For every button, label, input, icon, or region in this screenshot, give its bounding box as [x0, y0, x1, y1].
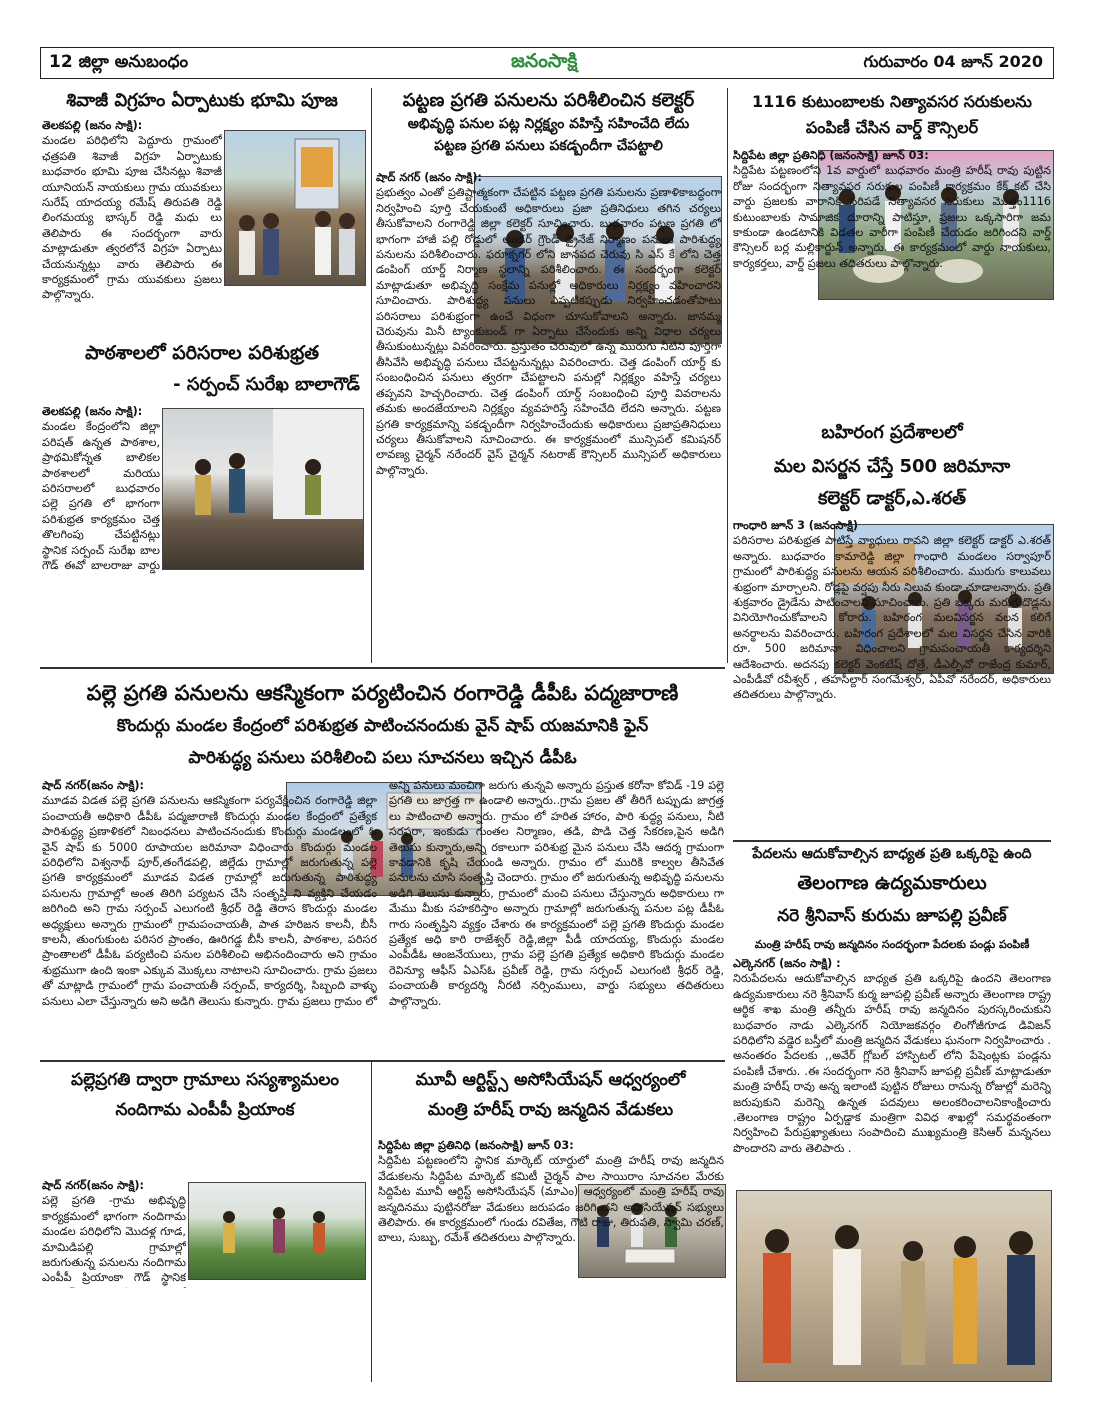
article-dateline: గాంధారి జూన్ 3 (జనంసాక్షి) — [733, 519, 859, 532]
article-headline: పల్లెప్రగతి ద్వారా గ్రామాలు సస్యశ్యామలం — [71, 1070, 339, 1090]
article-photo — [736, 1190, 1052, 1382]
article-dateline: షాద్ నగర్(జనం సాక్షి): — [42, 1179, 145, 1192]
page-number-section: 12 జిల్లా అనుబంధం — [49, 52, 189, 72]
article-dateline: తెలకపల్లి (జనం సాక్షి): — [42, 405, 143, 418]
page-header — [40, 47, 1054, 79]
column-divider — [371, 88, 372, 663]
fruit-distribution-photo-icon — [737, 1191, 1051, 1381]
article-subheadline: అభివృద్ధి పనుల పట్ల నిర్లక్ష్యం వహిస్తే సహించేది లేదు — [407, 116, 690, 132]
article-photo — [162, 408, 364, 570]
column-divider — [371, 1062, 372, 1382]
nursery-inspection-photo-icon — [189, 1183, 365, 1279]
school-cleaning-photo-icon — [163, 409, 363, 569]
article-dateline: సిద్దిపేట జిల్లా ప్రతినిధి (జనంసాక్షి) జూన్ 03: — [733, 149, 929, 162]
article-dateline: షాద్ నగర్(జనం సాక్షి): — [42, 779, 145, 792]
article-body-narrow — [42, 404, 160, 576]
section-divider — [733, 840, 1051, 842]
article-dateline: తెలకపల్లి (జనం సాక్షి): — [42, 119, 143, 132]
article-headline: నరె శ్రీనివాస్ కురుమ జూపల్లి ప్రవీణ్ — [777, 906, 1007, 926]
article-headline: నందిగామ ఎంపీపీ ప్రియాంక — [115, 1100, 295, 1120]
article-text: పల్లె ప్రగతి -గ్రామ అభివృద్ధి కార్యక్రమంలో భాగంగా నందిగామ మండల పరిధిలోని మొదళ్ల గూడ, మామిడిపల్లి గ్రామాల్లో జరుగుతున్న పనులను నందిగామ ఎంపీపీ ప్రియాంకా గౌడ్ స్థానిక — [42, 1194, 186, 1285]
masthead-logo: జనంసాక్షి — [511, 50, 578, 72]
article-dateline: షాద్ నగర్ (జనం సాక్షి): — [376, 171, 482, 184]
article-headline: తెలంగాణ ఉద్యమకారులు — [797, 872, 987, 894]
article-text: మండల కేంద్రంలోని జిల్లా పరిషత్ ఉన్నత పాఠశాల, ప్రాథమికోన్నత బాలికల పాఠశాలలో మరియు పరిసరాలలో బుధవారం పల్లె ప్రగతి లో భాగంగా పరిశుభ్రత కార్యక్రమం చెత్త తొలగింపు చేపట్టినట్లు స్థానిక సర్పంచ్ సురేఖ బాల గౌడ్ ఈవో బాలరాజు వార్డు — [42, 420, 160, 573]
article-dateline: ఎల్కెనగర్ (జనం సాక్షి) : — [733, 957, 841, 970]
article-headline: పంపిణీ చేసిన వార్డ్ కౌన్సిలర్ — [805, 118, 979, 137]
article-headline: కలెక్టర్ డాక్టర్,ఎ.శరత్ — [817, 488, 967, 509]
article-body — [42, 778, 724, 1058]
article-headline: మూవీ ఆర్టిస్ట్స్ అసోసియేషన్ ఆధ్వర్యంలో — [415, 1070, 686, 1090]
article-headline: మల విసర్జన చేస్తే 500 జరిమానా — [773, 456, 1011, 477]
bhoomi-pooja-photo-icon — [225, 131, 365, 285]
article-text: మూడవ విడత పల్లె ప్రగతి పనులను ఆకస్మికంగా పర్యవేక్షించిన రంగారెడ్డి జిల్లా పంచాయతీ అధికారి డీపీఓ పద్మజారాణి కొందుర్గు మండల కేంద్రంలో ప్రత్యేక పారిశుద్ధ్య ప్రణాళికలో నిబంధనలు పాటించనందుకు కొందుర్గు మండలంలో ఓ వైన్ షాప్ కు 5000 రూపాయల జరిమానా విధించారు కొందుర్గు మండల పరిధిలోని విశ్వనాథ్ పూర్,తంగేడపల్లి, జిల్లేడు గ్రామాల్లో జరుగుతున్న పల్లె ప్రగతి కార్యక్రమంలో మూడవ విడత గ్రామాల్లో జరుగుతున్న పారిశుద్ధ్య పనులను గ్రామాల్లో అంత తిరిగి పర్యటన చేసి సంతృప్తి ని వ్యక్తిని చేయడం జరిగింది అని గ్రామ సర్పంచ్ ఎలుగంటి శ్రీధర్ రెడ్డి తెరాస కొందుర్గు మండల అధ్యక్షులు అన్నారు గ్రామంలో గ్రామపంచాయతీ, పాత హరిజన కాలనీ, బీసీ కాలనీ, తుంగుకుంట పరిసర ప్రాంతం, ఊరిగడ్డ బీసీ కాలనీ, పాఠశాల, పరిసర ప్రాంతాలలో డీపీఓ పర్యటించి పనుల పరిశీలించి అభినందించారు అని గ్రామం శుభ్రముగా ఉంది ఇంకా ఎక్కువ మొక్కలు నాటాలని సూచించారు. గ్రామ ప్రజలు తో మాట్లాడి గ్రామంలో గ్రామ పంచాయతీ సర్పంచ్, కార్యదర్శి, సిబ్బంది వాళ్ళు పనులు ఎలా చేస్తున్నారు అని అడిగి తెలుసు కున్నారు. గ్రామ ప్రజలు గ్రామం లో అన్ని పనులు మంచిగా జరుగు తున్నవి అన్నారు ప్రస్తుత కరోనా కోవిడ్ -19 పల్లె ప్రగతి లు జాగ్రత్త గా ఉండాలి అన్నారు..గ్రామ ప్రజల తో తీరిగే టప్పుడు జాగ్రత్త లు పాటించాలి అన్నారు. గ్రామం లో హరిత హారం, పారి శుద్ధ్య పనులు, నీటి సరఫరా, ఇంకుడు గుంతల నిర్మాణం, తడి, పొడి చెత్త సేకరణ,పైన అడిగి తెలుసు కున్నారు,అన్ని రకాలుగా పరిశుభ్ర మైన పనులు చేసి ఆదర్శ గ్రామంగా కావడానికి కృషి చేయండి అన్నారు. గ్రామం లో మురికి కాల్వల తీసివేత పనులను చూసి సంతృప్తి చెందారు. గ్రామం లో జరుగుతున్న అభివృద్ధి పనులను అడిగి తెలుసు కున్నారు, గ్రామంలో మంచి పనులు చేస్తున్నారు అధికారులు గా మేము మీకు సహకరిస్తాం అన్నారు గ్రామాల్లో జరుగుతున్న పనుల పట్ల డీపీఓ గారు సంతృప్తిని వ్యక్తం చేశారు ఈ కార్యక్రమంలో పల్లె ప్రగతి కొందుర్గు మండల ప్రత్యేక అధి కారి రాజేశ్వర్ రెడ్డి,జిల్లా పీడీ యాదయ్య, కొందుర్గు మండల ఎంపీడీఓ ఆంజనేయులు, గ్రామ పల్లె ప్రగతి ప్రత్యేక అధికారి కొందుర్గు మండల రెవిన్యూ ఆఫీస్ ఏఎస్ఓ ప్రవీణ్ రెడ్డి, గ్రామ సర్పంచ్ ఎలుగంటి శ్రీధర్ రెడ్డి, పంచాయతీ కార్యదర్శి నీరటి నర్సింములు, వార్డు సభ్యులు తదితరులు పాల్గొన్నారు. — [42, 779, 724, 1008]
issue-date: గురువారం 04 జూన్ 2020 — [863, 52, 1043, 71]
article-headline: పట్టణ ప్రగతి పనులను పరిశీలించిన కలెక్టర్ — [402, 90, 695, 111]
article-text: సిద్దిపేట పట్టణంలోని 1వ వార్డులో బుధవారం మంత్రి హరీష్ రావు పుట్టిన రోజు సందర్భంగా నిత్యావసర సరుకుల పంపిణీ కార్యక్రమం కేక్ కట్ చేసి వార్డు ప్రజలకు వారానికి సరిపడే నిత్యావసర సరుకులు మొత్తం1116 కుటుంబాలకు సామాజిక దూరాన్ని పాటిస్తూ, ప్రజలు ఒక్కసారిగా జమ కాకుండా ఉండటానికి విడతల వారీగా పంపిణీ చేయడం జరిగిందని వార్డ్ కౌన్సిలర్ బర్ల మల్లికార్జున్ అన్నారు. ఈ కార్యక్రమంలో వార్డు నాయకులు, కార్యకర్తలు, వార్డ్ ప్రజలు తదితరులు పాల్గొన్నారు. — [733, 164, 1051, 270]
article-headline: పల్లె ప్రగతి పనులను ఆకస్మికంగా పర్యటించిన రంగారెడ్డి డీపీఓ పద్మజారాణి — [86, 681, 679, 705]
article-headline: మంత్రి హరీష్ రావు జన్మదిన వేడుకలు — [427, 1100, 674, 1120]
article-headline: బహిరంగ ప్రదేశాలలో — [821, 422, 963, 443]
section-divider — [40, 1060, 725, 1062]
article-text: నిరుపేదలను ఆదుకోవాల్సిన బాధ్యత ప్రతి ఒక్కరిపై ఉందని తెలంగాణ ఉద్యమకారులు నరె శ్రీనివాస్ కుర్మ జూపల్లి ప్రవీణ్ అన్నారు తెలంగాణ రాష్ట్ర ఆర్థిక శాఖ మంత్రి తన్నీరు హరీష్ రావు జన్మదినం పురస్కరించుకుని బుధవారం నాడు ఎల్కెనగర్ నియోజకవర్గం లింగోజీగూడ డివిజన్ పరిధిలోని వడ్డెర బస్తీలో మంత్రి జన్మదిన వేడుకలు ఘనంగా నిర్వహించారు . అనంతరం పేదలకు ,,అవేర్ గ్లోబల్ హాస్పిటల్ లోని పేషెంట్లకు పండ్లను పంపిణీ చేశారు. .ఈ సందర్భంగా నరె శ్రీనివాస్ జూపల్లి ప్రవీణ్ మాట్లాడుతూ మంత్రి హరీష్ రావు అన్న ఇలాంటి పుట్టిన రోజులు రానున్న రోజుల్లో మరెన్ని జరుపుకుని మరెన్ని ఉన్నత పదవులు అలంకరించాలనికాంక్షించారు .తెలంగాణ రాష్ట్రం ఏర్పడ్డాక మంత్రిగా వివిధ శాఖల్లో సమర్థవంతంగా నిర్వహించి పేరుప్రఖ్యాతులు సంపాదించి ముఖ్యమంత్రి కెసిఆర్ మన్ననలు పొందారని వారు తెలిపారు . — [733, 972, 1051, 1155]
article-body — [378, 1138, 724, 1384]
article-dateline: సిద్దిపేట జిల్లా ప్రతినిధి (జనంసాక్షి) జూన్ 03: — [378, 1139, 574, 1152]
article-photo — [188, 1182, 366, 1280]
section-divider — [40, 667, 725, 669]
article-body — [733, 956, 1051, 1178]
column-divider — [727, 88, 728, 663]
article-subheadline: మంత్రి హరీష్ రావు జన్మదినం సందర్భంగా పేదలకు పండ్లు పంపిణీ — [754, 938, 1030, 951]
article-body — [42, 118, 222, 318]
article-subheadline: పారిశుద్ధ్య పనులు పరిశీలించి పలు సూచనలు ఇచ్చిన డీపీఓ — [188, 748, 577, 768]
article-body-narrow — [42, 1178, 186, 1288]
article-headline: పాఠశాలలో పరిసరాల పరిశుభ్రత — [84, 342, 320, 364]
article-subheadline: - సర్పంచ్ సురేఖ బాలాగౌడ్ — [173, 374, 360, 395]
article-subheadline: పట్టణ ప్రగతి పనులు పకడ్బందీగా చేపట్టాలి — [434, 138, 663, 154]
article-body — [733, 148, 1051, 400]
article-headline: శివాజీ విగ్రహం ఏర్పాటుకు భూమి పూజ — [66, 90, 338, 111]
article-body — [733, 518, 1051, 830]
article-text: సిద్దిపేట పట్టణంలోని స్థానిక మార్కెట్ యార్డులో మంత్రి హరీష్ రావు జన్మదిన వేడుకలను సిద్దిపేట మార్కెట్ కమిటీ చైర్మన్ పాల సాయిరాం సూచనల మేరకు సిద్దిపేట మూవీ ఆర్టిస్ట్ అసోసియేషన్ (మాఎం) ఆధ్వర్యంలో మంత్రి హరీష్ రావు జన్మదినము పుట్టినరోజు వేడుకలు జరుపడం జరిగిందని అసోసియేషన్ సభ్యులు తెలిపారు. ఈ కార్యక్రమంలో గుండు రవితేజ, గౌటి రాజు, తిరుపతి, స్వామి చరణ్, బాలు, సుబ్బు, రమేశ్ తదితరులు పాల్గొన్నారు. — [378, 1154, 724, 1245]
article-photo — [224, 130, 366, 286]
article-subheadline: కొందుర్గు మండల కేంద్రంలో పరిశుభ్రత పాటించనందుకు వైన్ షాప్ యజమానికి ఫైన్ — [116, 716, 649, 736]
article-text: ప్రభుత్వం ఎంతో ప్రతిష్టాత్మకంగా చేపట్టిన పట్టణ ప్రగతి పనులను ప్రణాళికాబద్ధంగా నిర్వహించి పూర్తి చేయకుంటే అధికారులు ప్రజా ప్రతినిధులు తగిన చర్యలు తీసుకోవాలని రంగారెడ్డి జిల్లా కలెక్టర్ సూచించారు. బుధవారం పట్టణ ప్రగతి లో భాగంగా హాజీ పల్లి రోడ్డులో అండర్ గ్రౌండ్ డ్రైనేజ్ నిర్మాణం పనులు పారిశుద్ధ్య పనులను పరిశీలించారు. ఫరూక్నగర్ లోని జానపద చెరువు సి ఎస్ కే లోని చెత్త డంపింగ్ యార్డ్ నిర్మాణ స్థలాన్ని పరిశీలించారు. ఈ సందర్భంగా కలెక్టర్ మాట్లాడుతూ అభివృద్ధి సంక్షేమ పనుల్లో అధికారులు నిర్లక్ష్యం వహించారని సూచించారు. పారిశుద్ధ్య పనులు ఎప్పటికప్పుడు నిర్వహించడంతోపాటు పరిసరాలు పరిశుభ్రంగా ఉంచే విధంగా చూసుకోవాలని అన్నారు. జానమ్మ చెరువును మినీ ట్యాంకుబండ్ గా ఏర్పాటు చేసేందుకు అన్ని విధాల చర్యలు తీసుకుంటున్నట్లు వివరించారు. ప్రస్తుతం చెరువులో ఉన్న మురుగు నీటిని పూర్తిగా తీసివేసి అభివృద్ధి పనులు చేపట్టనున్నట్లు వివరించారు. చెత్త డంపింగ్ యార్డ్ కు సంబంధించిన పనులు త్వరగా చేపట్టాలని పనుల్లో నిర్లక్ష్యం వహిస్తే చర్యలు తప్పవని హెచ్చరించారు. చెత్త డంపింగ్ యార్డ్ సంబంధించి పూర్తి వివరాలను తమకు అందజేయాలని నిర్లక్ష్యం వ్యవహరిస్తే సహించేది లేదని అన్నారు. పట్టణ ప్రగతి కార్యక్రమాన్ని పకడ్బందీగా నిర్వహించేందుకు అధికారులు ప్రజాప్రతినిధులు చర్యలు తీసుకోవాలని సూచించారు. ఈ కార్యక్రమంలో మున్సిపల్ కమిషనర్ లావణ్య చైర్మన్ నరేందర్ వైస్ చైర్మన్ నటరాజ్ కౌన్సిలర్ మున్సిపల్ అధికారులు పాల్గొన్నారు. — [376, 186, 721, 477]
article-body — [376, 170, 721, 660]
article-text: పరిసరాల పరిశుభ్రత పాటిస్తే వ్యాధులు రావని జిల్లా కలెక్టర్ డాక్టర్ ఎ.శరత్ అన్నారు. బుధవారం కామారెడ్డి జిల్లా గాంధారి మండలం సర్వాపూర్ గ్రామంలో పారిశుద్ధ్య పనులను ఆయన పరిశీలించారు. మురుగు కాలువలు శుభ్రంగా మార్చాలని. రోడ్లపై వర్షపు నీరు నిలువ కుండా చూడాలన్నారు. ప్రతి శుక్రవారం డ్రైడేను పాటించాలని సూచించారు. ప్రతి ఒక్కరు మరుగుదొడ్లను వినియోగించుకోవాలని కోరారు. బహిరంగ మలవిసర్జన వలన కలిగే అనర్థాలను వివరించారు. బహిరంగ ప్రదేశాలలో మల విసర్జన చేసిన వారికి రూ. 500 జరిమానా విధించాలని గ్రామపంచాయతీ కార్యదర్శిని ఆదేశించారు. అదనపు కలెక్టర్ వెంకటేష్ దోత్రే, డీఎల్పీవో రాజేంద్ర కుమార్, ఎంపీడీవో రవీశ్వర్ , తహసీల్దార్ సంగమేశ్వర్, ఏపీవో నరేందర్, అధికారులు తదితరులు పాల్గొన్నారు. — [733, 534, 1051, 702]
article-kicker: పేదలను ఆదుకోవాల్సిన బాధ్యత ప్రతి ఒక్కరిపై ఉంది — [752, 846, 1032, 862]
article-text: మండల పరిధిలోని పెద్దూరు గ్రామంలో ఛత్రపతి శివాజీ విగ్రహ ఏర్పాటుకు బుధవారం భూమి పూజ చేసినట్లు శివాజీ యూనియన్ నాయకులు గ్రామ యువకులు సురేష్ యాదయ్య రమేష్ తిరుపతి రెడ్డి లింగమయ్య భాస్కర్ రెడ్డి మధు లు తెలిపారు ఈ సందర్భంగా వారు మాట్లాడుతూ త్వరలోనే విగ్రహ ఏర్పాటు చేయనున్నట్లు వారు తెలిపారు ఈ కార్యక్రమంలో గ్రామ యువకులు ప్రజలు పాల్గొన్నారు. — [42, 134, 222, 302]
article-headline: 1116 కుటుంబాలకు నిత్యావసర సరుకులను — [752, 92, 1032, 111]
